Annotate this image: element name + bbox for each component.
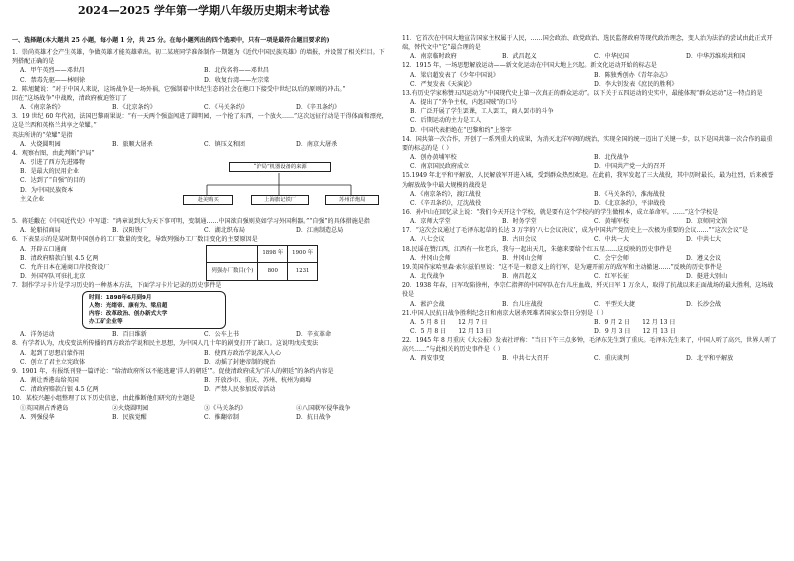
question-stem: 20．1938 年春，日军攻陷徐州，李宗仁指挥的中国军队在台儿庄血战，歼灭日军 1 万余人，取得了抗战以来正面战场的最大胜利，这场战役是 bbox=[402, 282, 774, 299]
option: C．镇压义和团 bbox=[204, 140, 245, 148]
question bbox=[402, 171, 778, 208]
option: B．古田会议 bbox=[502, 236, 537, 244]
option: B．使西方政治学说深入人心 bbox=[204, 349, 282, 357]
options bbox=[402, 318, 778, 336]
option: C．会宁会师 bbox=[594, 254, 629, 262]
option: D．外国军队可驻扎北京 bbox=[20, 272, 86, 280]
option: C．黄埔军校 bbox=[594, 218, 629, 226]
option: D．抗日战争 bbox=[296, 413, 332, 421]
option: A．梁启超发表了《少年中国说》 bbox=[410, 71, 500, 79]
option: C．禁毒先驱——林则徐 bbox=[20, 76, 86, 84]
question bbox=[12, 112, 388, 149]
question-stem: 3．19 世纪 60 年代初，法国巴黎雨果说：“有一天两个强盗闯进了圆明园，一个抢了东西，一个放火……”这次远征行动是干得体面和漂亮，这是兰西和英格兰共享之荣耀。” bbox=[12, 113, 388, 130]
option: C．达到了“自强”的目的 bbox=[20, 177, 86, 185]
option: B．井冈山会师 bbox=[502, 254, 543, 262]
options bbox=[12, 376, 388, 394]
option: A．洋务运动 bbox=[20, 331, 55, 339]
question-stem: 18.民谣在赞江西，江西有一位老兵，我与一起出天几，朱德来要给个红五星……这反映的历史事件是 bbox=[402, 245, 672, 253]
question bbox=[402, 263, 778, 281]
option: A．轮船招商局 bbox=[20, 227, 61, 235]
question bbox=[12, 339, 388, 366]
option: B．中共七大召开 bbox=[502, 355, 549, 363]
option: A．《南京条约》 bbox=[20, 104, 64, 112]
table-header-cell: 1898 年 bbox=[258, 245, 288, 263]
option: A．割让香港岛给英国 bbox=[20, 377, 79, 385]
option: A．起到了思想启蒙作用 bbox=[20, 349, 85, 357]
option: B．旅顺大屠杀 bbox=[112, 140, 153, 148]
option: A．甲午英烈——邓世昌 bbox=[20, 67, 85, 75]
option: A．西安事变 bbox=[410, 355, 445, 363]
table-cell: 1231 bbox=[288, 263, 318, 281]
options bbox=[402, 235, 778, 244]
question-stem: 10．某校兴趣小组整理了以下历史信息，由此推断他们研究的主题是 bbox=[12, 395, 196, 403]
figure-row bbox=[12, 245, 388, 282]
option: A．井冈山会师 bbox=[410, 254, 451, 262]
question-stem: 1．崇尚英雄才会产生英雄，争做英雄才能英雄辈出。初二某班同学准备制作一期题为《近代中国民族英雄》的墙报，并设置了相关栏目。下列搭配正确的是 bbox=[12, 49, 385, 66]
question-stem: 5．蒋廷黻在《中国近代史》中写道：“鸿章说到大为天下事可明，变制通……中国欲自强则莫如学习外国利器。”“自强”的具体措施是指 bbox=[12, 218, 370, 226]
option: D．李大钊发表《庶民的胜利》 bbox=[594, 80, 678, 88]
flow-box-2: 上海旗记铁厂 bbox=[251, 195, 309, 205]
option: D．京师同文馆 bbox=[686, 218, 728, 226]
options bbox=[402, 272, 778, 281]
option: D．中华苏维埃共和国 bbox=[686, 53, 746, 61]
option: C．严复发表《天演论》 bbox=[410, 80, 476, 88]
question-stem: 英法所讲的“荣耀”是指 bbox=[12, 131, 73, 139]
question-stem: 21.中国人民抗日战争胜利纪念日和南京大屠杀死难者国家公祭日分别是（ ） bbox=[402, 309, 608, 317]
study-card-line: 时间：1898年6月到9月 bbox=[89, 295, 152, 302]
option: ③《马关条约》 bbox=[204, 404, 247, 412]
question bbox=[402, 226, 778, 244]
option: ②火烧圆明园 bbox=[112, 404, 149, 412]
figure-row bbox=[12, 158, 388, 217]
question bbox=[402, 309, 778, 336]
option: C．平型关大捷 bbox=[594, 300, 635, 308]
option: D．收复台湾——左宗棠 bbox=[204, 76, 270, 84]
question bbox=[12, 413, 388, 422]
option: B．开放沙市、重庆、苏州、杭州为商埠 bbox=[204, 377, 312, 385]
options bbox=[12, 404, 388, 413]
option: B．北伐战争 bbox=[594, 154, 629, 162]
options bbox=[402, 71, 778, 89]
option: 主义企业 bbox=[20, 195, 45, 203]
left-question-list bbox=[12, 48, 388, 422]
question-stem: 11．它首次在中国大地宣告国家主权属于人民，……国会政治、政党政治、选民监督政府等现代政治理念，变人治为法治的尝试由此正式开端，替代文中“它”最合理的是 bbox=[402, 35, 773, 52]
question-stem: 因在“这场战争”中战败，清政府被迫签订了 bbox=[12, 94, 128, 102]
option: B．是最大的民用企业 bbox=[20, 168, 79, 176]
question-stem: 17．“这次会议通过了毛泽东起草的长达 3 万字的‘八七会议决议’，成为中国共产党历史上一次极为重要的会议……”“这次会议”是 bbox=[402, 227, 749, 235]
option: ①英国割占香港岛 bbox=[20, 404, 69, 412]
right-question-list bbox=[402, 34, 778, 364]
question bbox=[402, 281, 778, 308]
option: D．9 月 3 日 12 月 13 日 bbox=[594, 328, 676, 335]
flow-top-box: “沪局”机器设备的来源 bbox=[229, 162, 331, 172]
option: A．创办黄埔军校 bbox=[410, 154, 457, 162]
option: D．长沙会战 bbox=[686, 300, 722, 308]
option: B．《马关条约》，淮海战役 bbox=[594, 190, 665, 198]
option: A．京师大学堂 bbox=[410, 218, 451, 226]
option: D．遵义会议 bbox=[686, 254, 722, 262]
option: C．公车上书 bbox=[204, 331, 239, 339]
options bbox=[12, 226, 388, 235]
option: D．挺进大别山 bbox=[686, 273, 728, 281]
option: D．南京大屠杀 bbox=[296, 140, 338, 148]
option: C．中华民国 bbox=[594, 53, 629, 61]
option: B．北伐名将——邓世昌 bbox=[204, 67, 269, 75]
option: C．后期运动的主力是工人 bbox=[410, 117, 482, 125]
options bbox=[402, 190, 778, 208]
option: D．中国共产党一大的召开 bbox=[594, 163, 666, 171]
option: C．清政府赔款白银 4.5 亿两 bbox=[20, 386, 99, 394]
option: B．时务学堂 bbox=[502, 218, 537, 226]
question bbox=[12, 281, 388, 339]
study-card-line: 人物：光绪帝、康有为、梁启超 bbox=[89, 303, 168, 310]
question bbox=[12, 367, 388, 394]
option: A．引进了西方先进器物 bbox=[20, 159, 85, 167]
options bbox=[12, 158, 169, 217]
option: C．允许日本在通商口岸投资设厂 bbox=[20, 263, 110, 271]
study-card-line: 内容：改革政治、创办新式大学 bbox=[89, 311, 168, 318]
option: C．中共一大 bbox=[594, 236, 629, 244]
option: C．南京国民政府成立 bbox=[410, 163, 470, 171]
option: C．重庆谈判 bbox=[594, 355, 629, 363]
question bbox=[12, 48, 388, 85]
options bbox=[12, 66, 388, 84]
option: C．《辛丑条约》，辽沈战役 bbox=[410, 199, 482, 207]
option: A．提出了“外争主权，内惩国贼”的口号 bbox=[410, 99, 518, 107]
question-stem: 4．观察右图，由此判断“沪局” bbox=[12, 149, 95, 157]
question-stem: 12．1915 年，一场思想解放运动——新文化运动在中国大地上兴起。新文化运动开始的标志是 bbox=[402, 62, 657, 70]
question bbox=[402, 208, 778, 226]
option: B．9 月 2 日 12 月 13 日 bbox=[594, 318, 676, 326]
option: D．动摇了封建帝制的统治 bbox=[204, 358, 276, 366]
option: B．《北京条约》 bbox=[112, 104, 156, 112]
options bbox=[12, 140, 388, 149]
option: C．5 月 8 日 12 月 13 日 bbox=[410, 328, 492, 335]
option: B．汉阳铁厂 bbox=[112, 227, 147, 235]
question-stem: 6．下表显示的是某时期中国创办的工厂数量的变化，导致列强办工厂数目变化的主要原因是 bbox=[12, 236, 258, 244]
question bbox=[402, 336, 778, 363]
options bbox=[402, 354, 778, 363]
table-header-cell: 1900 年 bbox=[288, 245, 318, 263]
question-stem: 2．陈旭麓说：“对于中国人来说，这场战争是一场外祸，它强制着中世纪生态的社会在炮口下接受中世纪以后的原则的冲击。” bbox=[12, 85, 346, 93]
question-stem: 13.有历史学家称赞五四运动为“中国现代史上第一次真正的群众运动”。以下关于五四运动的史实中，最能体现“群众运动”这一特点的是 bbox=[402, 89, 763, 97]
option: D．中共七大 bbox=[686, 236, 722, 244]
option: D．辛亥革命 bbox=[296, 331, 332, 339]
option: C．创立了君主立宪政体 bbox=[20, 358, 86, 366]
options bbox=[402, 217, 778, 226]
options bbox=[12, 103, 388, 112]
option: B．清政府赔款白银 4.5 亿两 bbox=[20, 254, 99, 262]
study-card bbox=[82, 291, 226, 329]
option: C．推翻帝制 bbox=[204, 413, 239, 421]
question-stem: 15.1949 年北平和平解放，人民解放军开进入城，受到群众热烈欢迎。在此前，我军发起了三大战役，其中历时最长，最为壮烈，后来被誉为解放战争中最大规模的战役是 bbox=[402, 172, 774, 189]
option: B．百日维新 bbox=[112, 331, 147, 339]
option: A．淞沪会战 bbox=[410, 300, 445, 308]
option: A．北伐战争 bbox=[410, 273, 445, 281]
option: D．中国代表拒绝在“巴黎和约”上签字 bbox=[410, 126, 512, 134]
question-stem: 7．制作学习卡片是学习历史的一种基本方法，下面学习卡片记录的历史事件是 bbox=[12, 282, 222, 290]
question bbox=[402, 89, 778, 135]
flow-chart bbox=[169, 159, 388, 217]
options bbox=[402, 52, 778, 61]
options bbox=[12, 330, 388, 339]
option: A．南京临时政府 bbox=[410, 53, 457, 61]
option: C．红军长征 bbox=[594, 273, 629, 281]
question-stem: 8．有学者认为，戊戌变法所传播的西方政治学说和民主思想，为中国人几十年的剧变打开了缺口。这说明戊戌变法 bbox=[12, 340, 319, 348]
option: A．列强侵华 bbox=[20, 413, 55, 421]
option: D．《辛丑条约》 bbox=[296, 104, 341, 112]
table-cell: 列强办厂数目(个) bbox=[207, 263, 258, 281]
question bbox=[402, 61, 778, 88]
option: D．为中国民族资本 bbox=[20, 186, 74, 194]
option: B．武昌起义 bbox=[502, 53, 537, 61]
option: D．严禁人民参加反帝活动 bbox=[204, 386, 276, 394]
option: D．《北京条约》，平津战役 bbox=[594, 199, 666, 207]
option: D．北平和平解放 bbox=[686, 355, 734, 363]
option: C．《马关条约》 bbox=[204, 104, 248, 112]
table-cell: 800 bbox=[258, 263, 288, 281]
left-column bbox=[12, 34, 388, 422]
option: C．湖北织布局 bbox=[204, 227, 245, 235]
question bbox=[402, 245, 778, 263]
option: ④八国联军侵华战争 bbox=[296, 404, 351, 412]
flow-box-1: 赴美购买 bbox=[183, 195, 233, 205]
option: B．民族觉醒 bbox=[112, 413, 147, 421]
exam-title: 2024—2025 学年第一学期八年级历史期末考试卷 bbox=[77, 4, 331, 17]
option: B．广泛开展了学生罢课，工人罢工，商人罢市的斗争 bbox=[410, 108, 554, 116]
option: A．开辟五口通商 bbox=[20, 245, 67, 253]
option: A．《南京条约》，渡江战役 bbox=[410, 190, 481, 198]
right-column bbox=[402, 34, 778, 364]
option: D．江南制造总局 bbox=[296, 227, 344, 235]
options bbox=[402, 98, 778, 135]
question-stem: 19.美国作家哈里森·索尔兹伯里说：“这不是一般意义上的行军，是为避开前方的敌军和主动撤退……”反映的历史事件是 bbox=[402, 263, 723, 271]
question-stem: 14．国共第一次合作，开创了一系列重大的成果，为消灭北洋军阀的统治，实现全国的统一迈出了关键一步，以下是国共第一次合作的最重要的标志的是（ ） bbox=[402, 135, 773, 152]
option: B．台儿庄战役 bbox=[502, 300, 543, 308]
section-heading: 一、选择题(本大题共 25 小题，每小题 1 分，共 25 分。在每小题列出的四个选项中，只有一项是最符合题目要求的) bbox=[12, 37, 330, 44]
question bbox=[12, 217, 388, 235]
options bbox=[402, 254, 778, 263]
option: A．火烧圆明园 bbox=[20, 140, 61, 148]
factory-table bbox=[206, 245, 318, 282]
options bbox=[12, 413, 388, 422]
options bbox=[12, 245, 190, 282]
options bbox=[402, 300, 778, 309]
question bbox=[12, 235, 388, 281]
question bbox=[402, 34, 778, 61]
question bbox=[12, 394, 388, 412]
question-stem: 9．1901 年，有报纸刊登一篇评论：“给清政府所以不能逃避‘洋人的朝廷’”。促使清政府成为“洋人的朝廷”的条约内容是 bbox=[12, 367, 334, 375]
flow-box-3: 苏州洋炮局 bbox=[325, 195, 379, 205]
options bbox=[402, 153, 778, 171]
question bbox=[12, 85, 388, 112]
option: B．陈独秀创办《青年杂志》 bbox=[594, 71, 672, 79]
options bbox=[12, 349, 388, 367]
table-header-cell bbox=[207, 245, 258, 263]
question bbox=[402, 135, 778, 172]
study-card-line: 办工矿企业等 bbox=[89, 319, 123, 326]
question bbox=[12, 149, 388, 217]
question-stem: 22．1945 年 8 月重庆《大公报》发表社评称：“当日下午三点多钟，毛泽东先生到了重庆。毛泽东先生来了，中国人听了高兴，世界人听了高兴……”与此相关的历史事件是（ ） bbox=[402, 337, 777, 354]
question-stem: 16．孙中山在回忆录上说：“我们今天开这个学校，就是要有这个学校内的学生做根本，成立革命军。……”这个学校是 bbox=[402, 208, 719, 216]
option: A．八七会议 bbox=[410, 236, 445, 244]
option: B．南昌起义 bbox=[502, 273, 537, 281]
option: A．5 月 8 日 12 月 7 日 bbox=[410, 318, 488, 326]
